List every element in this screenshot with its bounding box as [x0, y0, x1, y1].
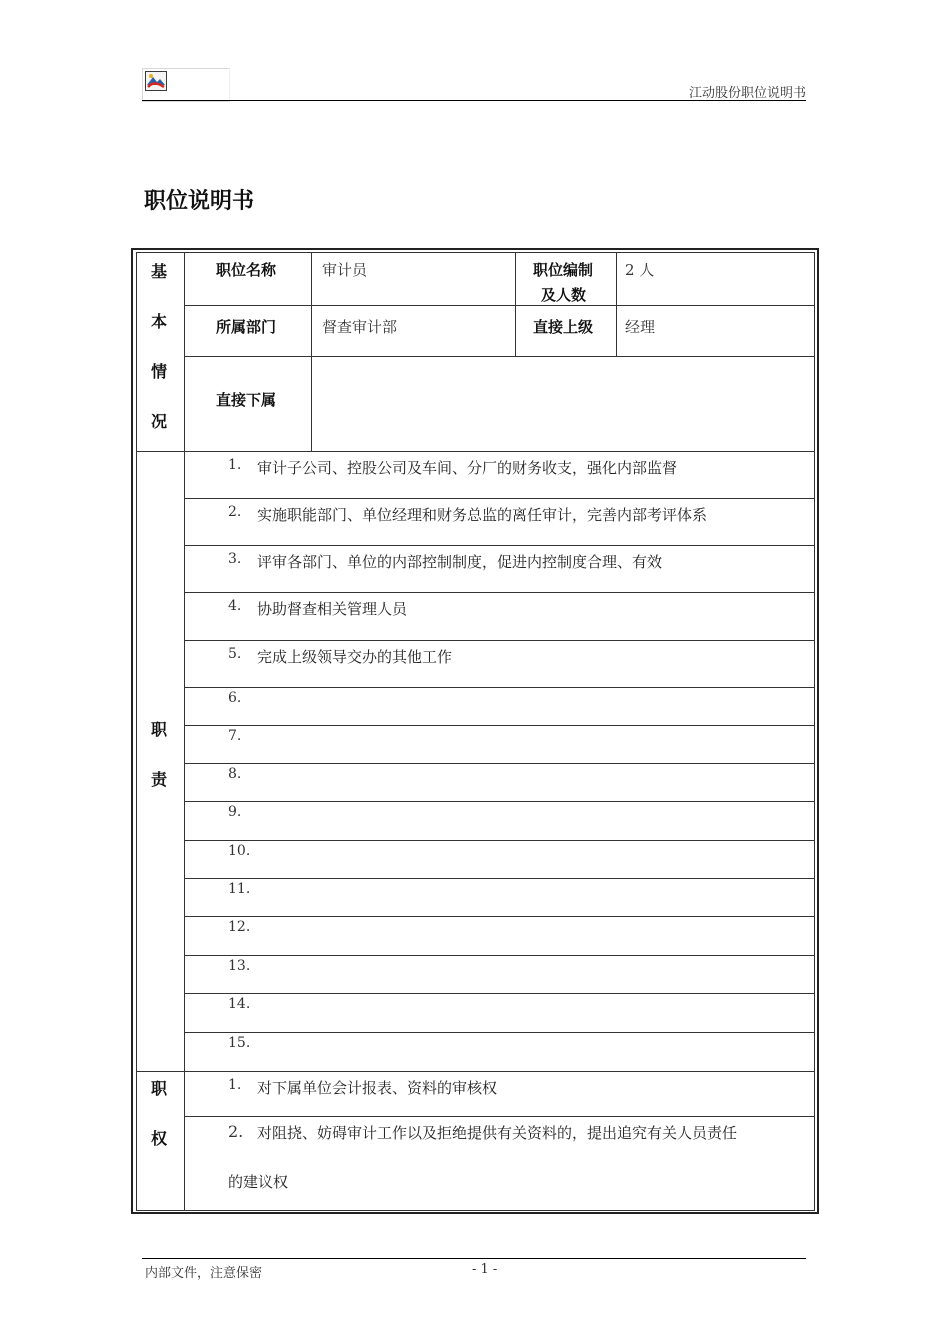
department-value: 督查审计部 — [322, 318, 398, 336]
headcount-label-cell — [515, 252, 617, 306]
duty-text: 实施职能部门、单位经理和财务总监的离任审计，完善内部考评体系 — [257, 506, 708, 524]
supervisor-value-cell — [616, 305, 815, 357]
headcount-label-line2: 及人数 — [541, 286, 587, 304]
duty-number: 8. — [228, 766, 242, 782]
duty-number: 11. — [228, 881, 251, 897]
duty-row — [184, 725, 815, 764]
page-title: 职位说明书 — [144, 189, 255, 214]
duty-number: 3. — [228, 551, 242, 567]
duty-row — [184, 878, 815, 917]
duty-row — [184, 763, 815, 802]
footer-page-number: - 1 - — [472, 1262, 498, 1277]
duty-number: 2. — [228, 504, 242, 520]
subordinates-label: 直接下属 — [216, 391, 277, 409]
duty-row — [184, 451, 815, 499]
duty-row — [184, 993, 815, 1033]
logo-icon — [145, 71, 167, 91]
subordinates-value-cell — [311, 356, 815, 452]
duty-number: 10. — [228, 843, 251, 859]
duty-number: 12. — [228, 919, 251, 935]
duty-row — [184, 801, 815, 841]
authority-text-line2: 的建议权 — [228, 1173, 289, 1191]
duty-row — [184, 1032, 815, 1072]
duty-row — [184, 545, 815, 593]
position-name-value: 审计员 — [322, 261, 368, 279]
duty-row — [184, 640, 815, 688]
basic-info-label-char: 情 — [151, 362, 168, 381]
duty-row — [184, 840, 815, 879]
duty-text: 评审各部门、单位的内部控制制度，促进内控制度合理、有效 — [257, 553, 663, 571]
duty-row — [184, 687, 815, 726]
department-label-cell — [184, 305, 312, 357]
authority-row — [184, 1116, 815, 1211]
authority-text: 对阻挠、妨碍审计工作以及拒绝提供有关资料的，提出追究有关人员责任 — [257, 1124, 738, 1142]
duty-number: 6. — [228, 690, 242, 706]
authority-label-char: 权 — [151, 1129, 168, 1148]
supervisor-label: 直接上级 — [533, 318, 594, 336]
basic-info-label-char: 基 — [151, 262, 168, 281]
basic-info-label-char: 本 — [151, 312, 168, 331]
duty-number: 14. — [228, 996, 251, 1012]
supervisor-label-cell — [515, 305, 617, 357]
headcount-value-cell — [616, 252, 815, 306]
department-value-cell — [311, 305, 516, 357]
company-logo — [142, 68, 230, 102]
authority-number: 2. — [228, 1122, 244, 1141]
footer-confidential-note: 内部文件，注意保密 — [145, 1266, 263, 1281]
duty-number: 4. — [228, 598, 242, 614]
header-divider — [142, 100, 806, 101]
duty-number: 5. — [228, 646, 242, 662]
position-name-value-cell — [311, 252, 516, 306]
subordinates-label-cell — [184, 356, 312, 452]
authority-label-char: 职 — [151, 1079, 168, 1098]
headcount-label-line1: 职位编制 — [533, 261, 594, 279]
position-name-label-cell — [184, 252, 312, 306]
duty-number: 7. — [228, 728, 242, 744]
duty-text: 协助督查相关管理人员 — [257, 600, 408, 618]
authority-text: 对下属单位会计报表、资料的审核权 — [257, 1079, 498, 1097]
duty-number: 9. — [228, 804, 242, 820]
duty-row — [184, 592, 815, 641]
duty-row — [184, 916, 815, 956]
duty-row — [184, 498, 815, 546]
duties-label-char: 责 — [151, 770, 168, 789]
supervisor-value: 经理 — [625, 318, 656, 336]
headcount-value: 2 人 — [625, 261, 655, 279]
duty-number: 1. — [228, 457, 242, 473]
duties-label-char: 职 — [151, 720, 168, 739]
footer-divider — [142, 1258, 806, 1259]
authority-row — [184, 1071, 815, 1117]
duties-section-label-cell — [136, 451, 185, 1072]
header-title: 江动股份职位说明书 — [688, 86, 806, 101]
duty-text: 完成上级领导交办的其他工作 — [257, 648, 453, 666]
duty-text: 审计子公司、控股公司及车间、分厂的财务收支，强化内部监督 — [257, 459, 678, 477]
duty-row — [184, 955, 815, 994]
duty-number: 15. — [228, 1035, 251, 1051]
department-label: 所属部门 — [216, 318, 277, 336]
authority-number: 1. — [228, 1077, 242, 1093]
position-name-label: 职位名称 — [216, 261, 277, 279]
duty-number: 13. — [228, 958, 251, 974]
basic-info-label-char: 况 — [151, 412, 168, 431]
